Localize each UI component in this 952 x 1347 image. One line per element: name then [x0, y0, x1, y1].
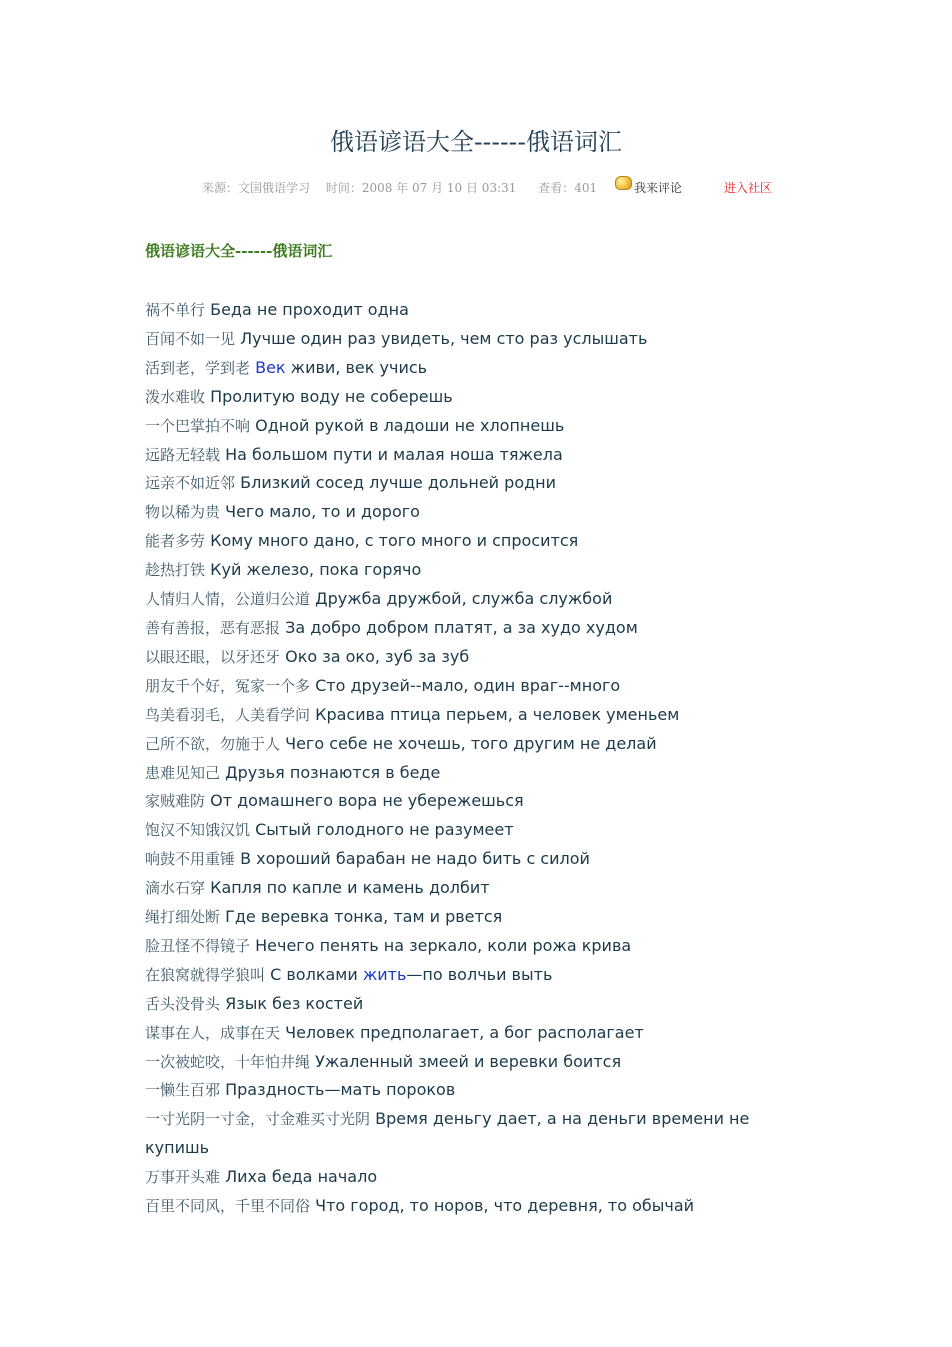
proverb-item [145, 441, 805, 470]
proverb-chinese: 饱汉不知饿汉饥 [145, 821, 251, 840]
proverb-chinese: 家贼难防 [145, 792, 206, 811]
proverb-item [145, 556, 805, 585]
proverb-item [145, 383, 805, 412]
proverb-item [145, 469, 805, 498]
proverb-russian: Око за око, зуб за зуб [285, 646, 470, 666]
proverb-russian: Пролитую воду не соберешь [210, 386, 453, 406]
proverb-chinese: 以眼还眼，以牙还牙 [145, 647, 281, 666]
proverb-item [145, 296, 805, 325]
proverb-russian: —по волчьи выть [406, 964, 553, 984]
comment-bubble-icon [615, 176, 632, 190]
proverb-russian: Близкий сосед лучше дольней родни [240, 473, 557, 493]
proverb-item [145, 730, 805, 759]
proverb-russian: Чего себе не хочешь, того другим не делай [285, 733, 657, 753]
proverb-item [145, 759, 805, 788]
proverb-item [145, 672, 805, 701]
proverb-item [145, 1105, 805, 1163]
proverb-chinese: 谋事在人，成事在天 [145, 1023, 281, 1042]
proverb-russian: Сытый голодного не разумеет [255, 820, 514, 840]
proverb-russian: Язык без костей [225, 993, 364, 1013]
proverb-chinese: 鸟美看羽毛，人美看学问 [145, 705, 311, 724]
proverb-item [145, 816, 805, 845]
proverb-item [145, 1192, 805, 1221]
proverb-item [145, 614, 805, 643]
proverb-russian: Друзья познаются в беде [225, 762, 441, 782]
proverb-chinese: 响鼓不用重锤 [145, 850, 236, 869]
proverb-russian: Кому много дано, с того много и спросится [210, 531, 579, 551]
proverb-item [145, 932, 805, 961]
proverb-chinese: 脸丑怪不得镜子 [145, 936, 251, 955]
proverb-russian: На большом пути и малая ноша тяжела [225, 444, 563, 464]
proverb-russian: Праздность—мать пороков [225, 1080, 456, 1100]
proverb-item [145, 701, 805, 730]
proverb-russian: За добро добром платят, а за худо худом [285, 617, 638, 637]
proverb-chinese: 己所不欲，勿施于人 [145, 734, 281, 753]
proverb-item [145, 874, 805, 903]
proverb-russian: Что город, то норов, что деревня, то обычай [315, 1196, 695, 1216]
proverb-chinese: 一次被蛇咬，十年怕井绳 [145, 1052, 311, 1071]
proverb-russian: Лучше один раз увидеть, чем сто раз услышать [240, 328, 648, 348]
page-title: 俄语谚语大全------俄语词汇 [330, 128, 622, 156]
proverb-item [145, 643, 805, 672]
proverb-item [145, 354, 805, 383]
proverb-chinese: 善有善报，恶有恶报 [145, 618, 281, 637]
proverb-chinese: 滴水石穿 [145, 879, 206, 898]
proverb-item [145, 1163, 805, 1192]
dictionary-word-link[interactable]: жить [362, 964, 407, 984]
proverb-russian: Ужаленный змеей и веревки боится [315, 1051, 622, 1071]
proverb-item [145, 961, 805, 990]
proverb-chinese: 在狼窝就得学狼叫 [145, 965, 266, 984]
proverb-chinese: 人情归人情，公道归公道 [145, 590, 311, 609]
proverb-item [145, 325, 805, 354]
proverb-item [145, 787, 805, 816]
views-count: 查看：401 [538, 181, 598, 195]
proverb-russian: От домашнего вора не убережешься [210, 791, 524, 811]
dictionary-word-link[interactable]: Век [255, 357, 286, 377]
proverb-item [145, 845, 805, 874]
proverb-chinese: 舌头没骨头 [145, 994, 221, 1013]
proverb-chinese: 活到老，学到老 [145, 358, 251, 377]
proverb-item [145, 990, 805, 1019]
proverb-russian: Капля по капле и камень долбит [210, 878, 490, 898]
comment-label: 我来评论 [633, 181, 682, 195]
proverb-chinese: 百闻不如一见 [145, 329, 236, 348]
proverb-chinese: 趁热打铁 [145, 561, 206, 580]
proverb-chinese: 物以稀为贵 [145, 503, 221, 522]
proverb-russian: Чего мало, то и дорого [225, 502, 420, 522]
proverb-item [145, 498, 805, 527]
proverb-russian: Сто друзей--мало, один враг--много [315, 675, 621, 695]
proverb-chinese: 患难见知己 [145, 763, 221, 782]
proverb-chinese: 远路无轻载 [145, 445, 221, 464]
proverb-chinese: 一个巴掌拍不响 [145, 416, 251, 435]
proverb-item [145, 1048, 805, 1077]
article-meta [202, 179, 842, 196]
proverb-russian: Одной рукой в ладоши не хлопнешь [255, 415, 565, 435]
proverb-russian: Лиха беда начало [225, 1167, 378, 1187]
proverb-chinese: 朋友千个好，冤家一个多 [145, 676, 311, 695]
proverb-item [145, 527, 805, 556]
proverb-item [145, 585, 805, 614]
proverb-chinese: 百里不同风，千里不同俗 [145, 1197, 311, 1216]
proverb-item [145, 1019, 805, 1048]
proverb-russian: Дружба дружбой, служба службой [315, 589, 613, 609]
proverb-chinese: 远亲不如近邻 [145, 474, 236, 493]
proverb-russian: Время деньгу дает, а на деньги времени не купишь [145, 1109, 750, 1158]
proverb-russian: Человек предполагает, а бог располагает [285, 1022, 644, 1042]
proverb-russian: Где веревка тонка, там и рвется [225, 907, 503, 927]
proverb-chinese: 泼水难收 [145, 387, 206, 406]
proverb-russian: В хороший барабан не надо бить с силой [240, 849, 590, 869]
time-label: 时间：2008 年 07 月 10 日 03:31 [325, 181, 517, 195]
proverb-chinese: 绳打细处断 [145, 908, 221, 927]
proverb-chinese: 一懒生百邪 [145, 1081, 221, 1100]
proverb-russian: Красива птица перьем, а человек уменьем [315, 704, 680, 724]
comment-button[interactable] [615, 179, 682, 196]
proverb-russian: Куй железо, пока горячо [210, 560, 422, 580]
section-title: 俄语谚语大全------俄语词汇 [145, 242, 333, 260]
proverb-item [145, 1076, 805, 1105]
proverb-chinese: 能者多劳 [145, 532, 206, 551]
proverb-russian: живи, век учись [285, 357, 428, 377]
proverb-chinese: 一寸光阴一寸金，寸金难买寸光阴 [145, 1110, 371, 1129]
proverb-chinese: 万事开头难 [145, 1168, 221, 1187]
proverb-item [145, 412, 805, 441]
proverb-item [145, 903, 805, 932]
proverb-russian: С волками [270, 964, 363, 984]
proverb-russian: Нечего пенять на зеркало, коли рожа крива [255, 935, 632, 955]
community-link[interactable]: 进入社区 [723, 181, 772, 195]
proverb-chinese: 祸不单行 [145, 301, 206, 319]
proverb-list [145, 296, 805, 1221]
source-label: 来源：文国俄语学习 [202, 181, 311, 195]
proverb-russian: Беда не проходит одна [210, 300, 409, 319]
